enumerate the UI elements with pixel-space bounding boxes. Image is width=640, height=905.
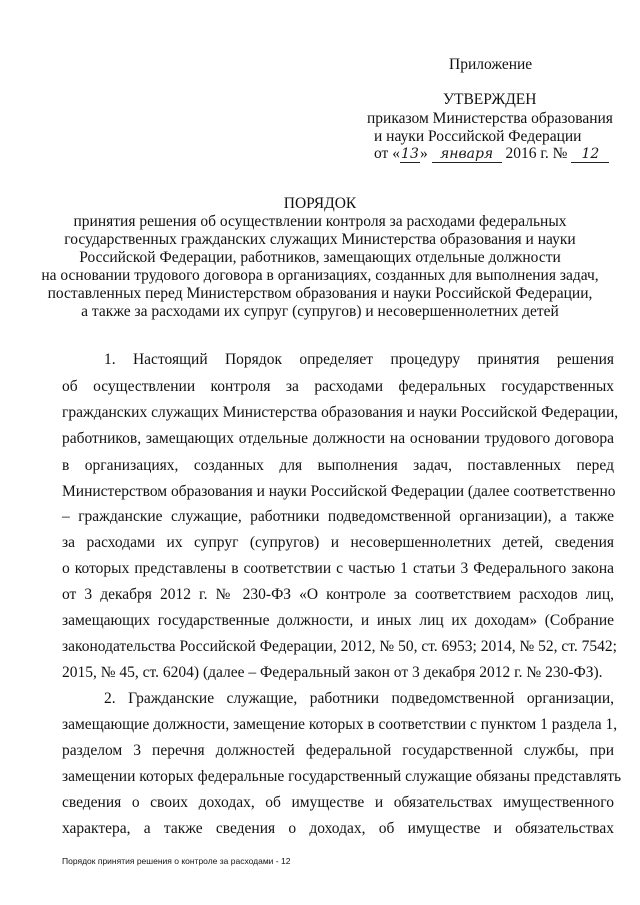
order-line-2: и науки Российской Федерации bbox=[374, 128, 582, 145]
paragraph-2-line: сведения о своих доходах, об имуществе и обязательствах имущественного bbox=[62, 794, 614, 811]
paragraph-1-line: Министерством образования и науки Российской Федерации (далее соответственно bbox=[62, 483, 616, 500]
date-year: 2016 г. № bbox=[501, 145, 572, 162]
appendix-label: Приложение bbox=[449, 56, 533, 73]
paragraph-2-line: 2. Гражданские служащие, работники подведомственной организации, bbox=[104, 690, 614, 707]
paragraph-1-line: 1. Настоящий Порядок определяет процедуру принятия решения bbox=[104, 351, 614, 368]
paragraph-1-line: об осуществлении контроля за расходами федеральных государственных bbox=[62, 378, 614, 395]
paragraph-1-line: 2015, № 45, ст. 6204) (далее – Федеральный закон от 3 декабря 2012 г. № 230-ФЗ). bbox=[62, 664, 603, 681]
approved-label: УТВЕРЖДЕН bbox=[443, 91, 537, 108]
document-title: ПОРЯДОК bbox=[283, 195, 357, 212]
title-line: поставленных перед Министерством образования и науки Российской Федерации, bbox=[47, 285, 593, 302]
paragraph-2-line: характера, а также сведения о доходах, об имуществе и обязательствах bbox=[62, 820, 614, 837]
paragraph-1-line: – гражданские служащие, работники подведомственной организации), а также bbox=[62, 508, 614, 525]
paragraph-1-line: законодательства Российской Федерации, 2012, № 50, ст. 6953; 2014, № 52, ст. 7542; bbox=[62, 638, 617, 655]
order-number-handwritten: 12 bbox=[571, 146, 609, 163]
title-line: Российской Федерации, работников, замещающих отдельные должности bbox=[79, 249, 561, 266]
title-line: на основании трудового договора в организациях, созданных для выполнения задач, bbox=[41, 267, 599, 284]
title-line: а также за расходами их супруг (супругов) и несовершеннолетних детей bbox=[81, 303, 559, 320]
paragraph-2-line: замещающие должности, замещение которых в соответствии с пунктом 1 раздела 1, bbox=[62, 716, 618, 733]
paragraph-2-line: замещении которых федеральные государственный служащие обязаны представлять bbox=[62, 768, 622, 785]
paragraph-1-line: гражданских служащих Министерства образования и науки Российской Федерации, bbox=[62, 404, 619, 421]
date-month-handwritten: января bbox=[432, 146, 502, 163]
paragraph-1-line: за расходами их супруг (супругов) и несовершеннолетних детей, сведения bbox=[62, 534, 614, 551]
title-line: государственных гражданских служащих Министерства образования и науки bbox=[64, 231, 576, 248]
order-line-1: приказом Министерства образования bbox=[367, 110, 613, 127]
date-mid: » bbox=[419, 145, 432, 162]
paragraph-1-line: о которых представлены в соответствии с частью 1 статьи 3 Федерального закона bbox=[62, 560, 614, 577]
title-line: принятия решения об осуществлении контроля за расходами федеральных bbox=[73, 213, 567, 230]
paragraph-1-line: работников, замещающих отдельные должности на основании трудового договора bbox=[62, 430, 614, 447]
paragraph-1-line: замещающих государственные должности, и иных лиц их доходам» (Собрание bbox=[62, 612, 614, 629]
paragraph-1-line: от 3 декабря 2012 г. № 230-ФЗ «О контроле за соответствием расходов лиц, bbox=[62, 586, 614, 603]
paragraph-2-line: разделом 3 перечня должностей федеральной государственной службы, при bbox=[62, 742, 614, 759]
page-footer: Порядок принятия решения о контроле за расходами - 12 bbox=[62, 856, 291, 866]
date-day-handwritten: 13 bbox=[401, 146, 419, 162]
order-date-line bbox=[374, 145, 609, 163]
date-prefix: от « bbox=[374, 145, 400, 162]
paragraph-1-line: в организациях, созданных для выполнения задач, поставленных перед bbox=[62, 457, 614, 474]
